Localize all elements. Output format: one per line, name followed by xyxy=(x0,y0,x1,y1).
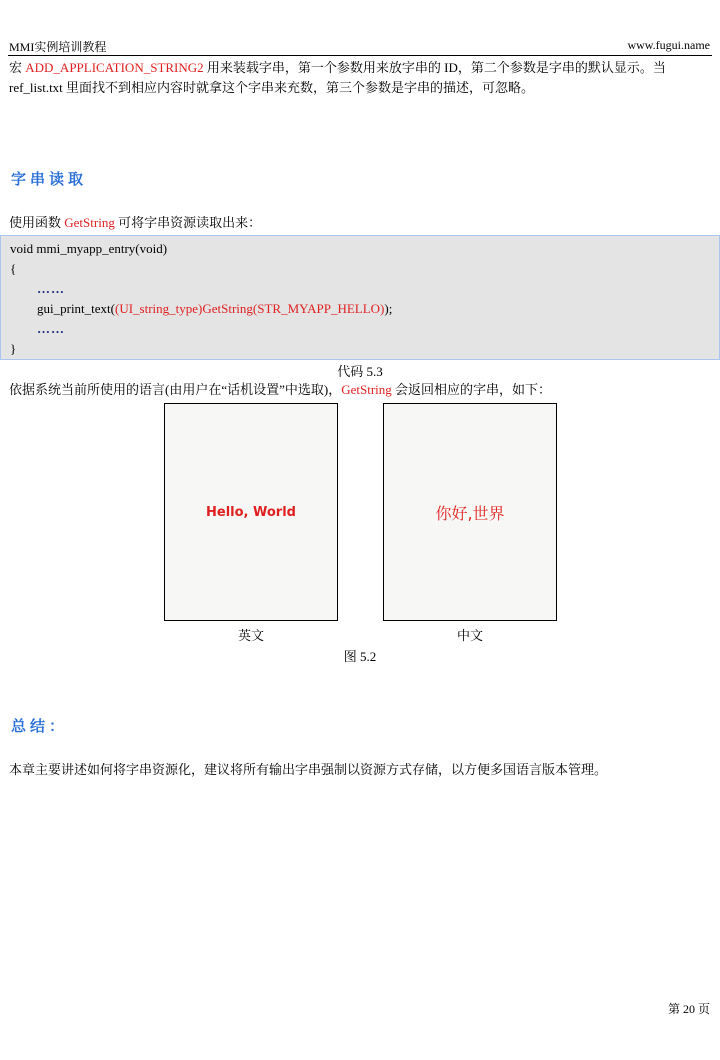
intro-paragraph xyxy=(9,58,711,98)
getstring-func-2: GetString xyxy=(341,382,392,397)
english-label: 英文 xyxy=(237,628,264,643)
section-heading-string-read: 字串读取 xyxy=(11,170,88,188)
code-line-6: } xyxy=(10,341,17,356)
code-line-3: …… xyxy=(37,281,65,296)
code-call-end: ); xyxy=(384,301,393,316)
code-call: gui_print_text( xyxy=(37,301,115,316)
chinese-label: 中文 xyxy=(456,628,483,643)
code-line-5: …… xyxy=(37,321,65,336)
macro-name: ADD_APPLICATION_STRING2 xyxy=(25,60,204,75)
english-screen-text: Hello, World xyxy=(206,504,296,520)
english-screen xyxy=(164,403,338,621)
header-url[interactable]: www.fugui.name xyxy=(627,38,710,52)
code-line-4 xyxy=(37,299,392,319)
getstring-func: GetString xyxy=(64,215,115,230)
section1-paragraph xyxy=(9,213,711,233)
header-divider xyxy=(8,55,712,56)
page-number: 第 20 页 xyxy=(667,1002,710,1016)
header-title: MMI实例培训教程 xyxy=(9,40,107,54)
section1-after-paragraph xyxy=(9,380,711,400)
code-line-1: void mmi_myapp_entry(void) xyxy=(10,241,168,256)
after-text-a: 依据系统当前所使用的语言(由用户在“话机设置”中选取)， xyxy=(9,382,342,397)
chinese-screen-text: 你好,世界 xyxy=(435,503,505,523)
figure-caption: 图 5.2 xyxy=(343,649,377,664)
chinese-screen xyxy=(383,403,557,621)
after-text-b: 会返回相应的字串，如下： xyxy=(391,382,552,397)
intro-text-line2: ref_list.txt 里面找不到相应内容时就拿这个字串来充数，第三个参数是字串的描述，可忽略。 xyxy=(9,80,535,95)
code-caption: 代码 5.3 xyxy=(337,364,383,379)
code-call-arg: (UI_string_type)GetString(STR_MYAPP_HELLO) xyxy=(115,301,385,316)
section-heading-summary: 总结： xyxy=(11,717,69,735)
section1-text-b: 可将字串资源读取出来： xyxy=(114,215,262,230)
intro-text-a: 宏 xyxy=(9,60,26,75)
code-block xyxy=(0,235,720,360)
code-line-2: { xyxy=(10,261,17,276)
summary-paragraph: 本章主要讲述如何将字串资源化，建议将所有输出字串强制以资源方式存储，以方便多国语言版本管理。 xyxy=(9,762,608,777)
intro-text-b: 用来装载字串，第一个参数用来放字串的 ID，第二个参数是字串的默认显示。当 xyxy=(203,60,666,75)
section1-text-a: 使用函数 xyxy=(9,215,65,230)
